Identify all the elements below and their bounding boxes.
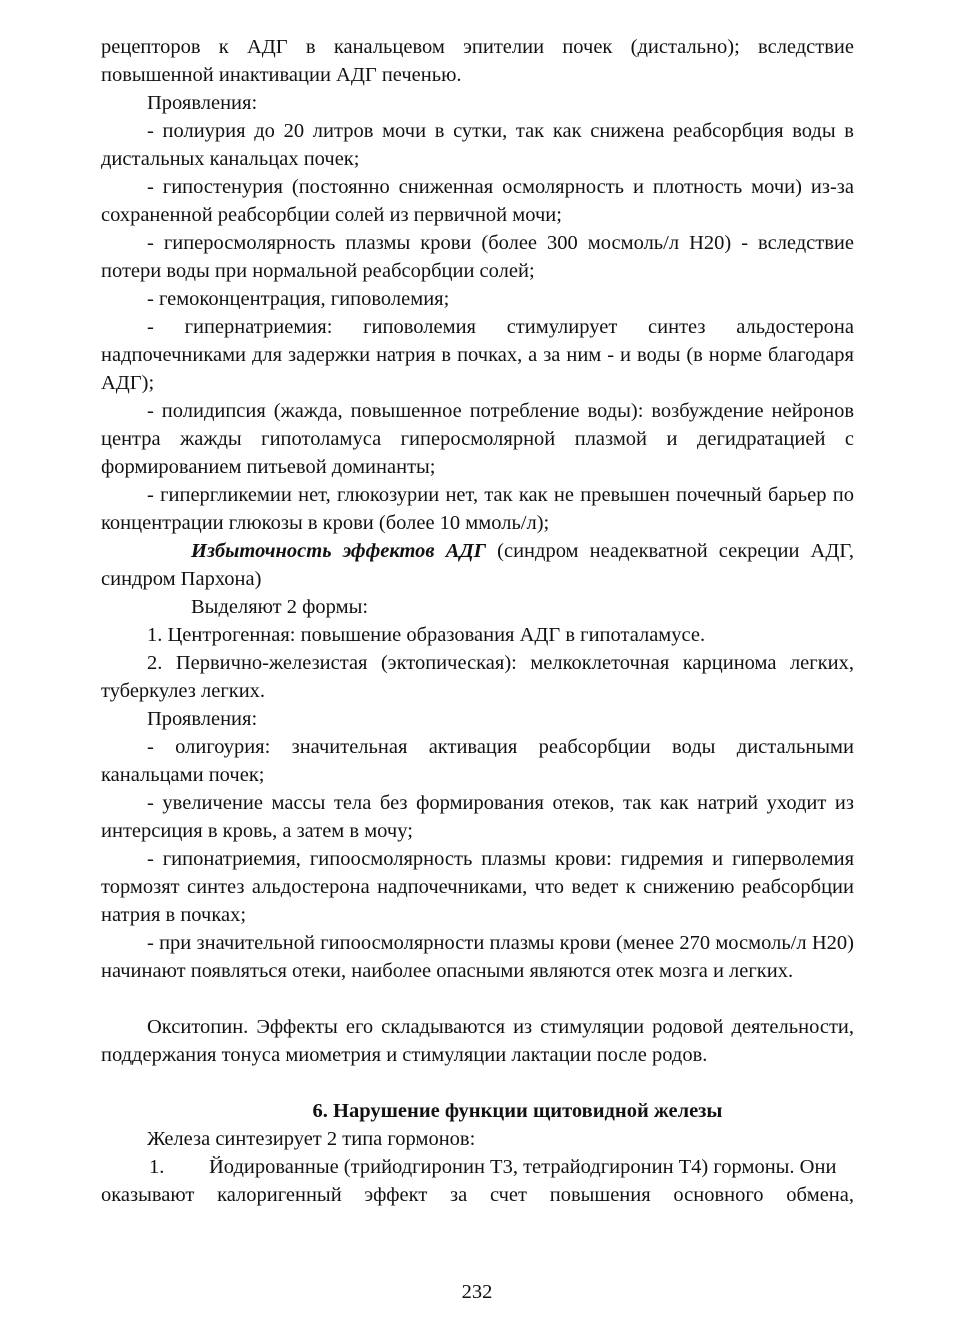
paragraph-polydipsia: - полидипсия (жажда, повышенное потребление воды): возбуждение нейронов центра жажды гипотоламуса гиперосмолярной плазмой и дегидратацией с формированием питьевой доминанты; xyxy=(101,400,854,478)
paragraph-form-ectopic: 2. Первично-железистая (эктопическая): мелкоклеточная карцинома легких, туберкулез легких. xyxy=(101,652,854,702)
paragraph-edema: - при значительной гипоосмолярности плазмы крови (менее 270 мосмоль/л Н20) начинают появляться отеки, наиболее опасными являются отек мозга и легких. xyxy=(101,932,854,982)
paragraph-adh-excess xyxy=(101,537,854,593)
paragraph-adh-receptors: рецепторов к АДГ в канальцевом эпителии почек (дистально); вследствие повышенной инактивации АДГ печенью. xyxy=(101,36,854,86)
spacer xyxy=(101,1069,854,1097)
list-item-first-line: Йодированные (трийодгиронин Т3, тетрайодгиронин Т4) гормоны. Они xyxy=(209,1156,837,1178)
paragraph-manifestations-heading-2: Проявления: xyxy=(147,708,258,730)
spacer xyxy=(101,985,854,1013)
paragraph-hypernatremia: - гипернатриемия: гиповолемия стимулирует синтез альдостерона надпочечниками для задержки натрия в почках, а за ним - и воды (в норме благодаря АДГ); xyxy=(101,316,854,394)
paragraph-weight-gain: - увеличение массы тела без формирования отеков, так как натрий уходит из интерсиция в кровь, а затем в мочу; xyxy=(101,792,854,842)
adh-excess-description: (синдром неадекватной секреции АДГ, синдром Пархона) xyxy=(101,540,854,590)
paragraph-form-central: 1. Центрогенная: повышение образования АДГ в гипоталамусе. xyxy=(147,624,706,646)
paragraph-manifestations-heading: Проявления: xyxy=(147,92,258,114)
paragraph-hyponatremia: - гипонатриемия, гипоосмолярность плазмы крови: гидремия и гиперволемия тормозят синтез альдостерона надпочечниками, что ведет к снижению реабсорбции натрия в почках; xyxy=(101,848,854,926)
paragraph-hyperosmolarity: - гиперосмолярность плазмы крови (более 300 мосмоль/л Н20) - вследствие потери воды при нормальной реабсорбции солей; xyxy=(101,232,854,282)
paragraph-hemoconcentration: - гемоконцентрация, гиповолемия; xyxy=(147,288,450,310)
page-number: 232 xyxy=(461,1281,493,1303)
paragraph-two-forms: Выделяют 2 формы: xyxy=(191,596,369,618)
paragraph-oxytocin: Окситопин. Эффекты его складываются из стимуляции родовой деятельности, поддержания тонуса миометрия и стимуляции лактации после родов. xyxy=(101,1016,854,1066)
paragraph-calorigenic: оказывают калоригенный эффект за счет повышения основного обмена, xyxy=(101,1184,854,1206)
document-page xyxy=(101,33,854,1209)
section-heading: 6. Нарушение функции щитовидной железы xyxy=(312,1100,723,1122)
paragraph-no-hyperglycemia: - гипергликемии нет, глюкозурии нет, так как не превышен почечный барьер по концентрации глюкозы в крови (более 10 ммоль/л); xyxy=(101,484,854,534)
paragraph-hormone-types: Железа синтезирует 2 типа гормонов: xyxy=(147,1128,476,1150)
adh-excess-term: Избыточность эффектов АДГ xyxy=(191,540,487,562)
paragraph-hyposthenuria: - гипостенурия (постоянно сниженная осмолярность и плотность мочи) из-за сохраненной реабсорбции солей из первичной мочи; xyxy=(101,176,854,226)
paragraph-polyuria: - полиурия до 20 литров мочи в сутки, так как снижена реабсорбция воды в дистальных канальцах почек; xyxy=(101,120,854,170)
paragraph-oliguria: - олигоурия: значительная активация реабсорбции воды дистальными канальцами почек; xyxy=(101,736,854,786)
list-item-number: 1. xyxy=(149,1156,165,1178)
list-item-iodinated xyxy=(101,1153,854,1181)
